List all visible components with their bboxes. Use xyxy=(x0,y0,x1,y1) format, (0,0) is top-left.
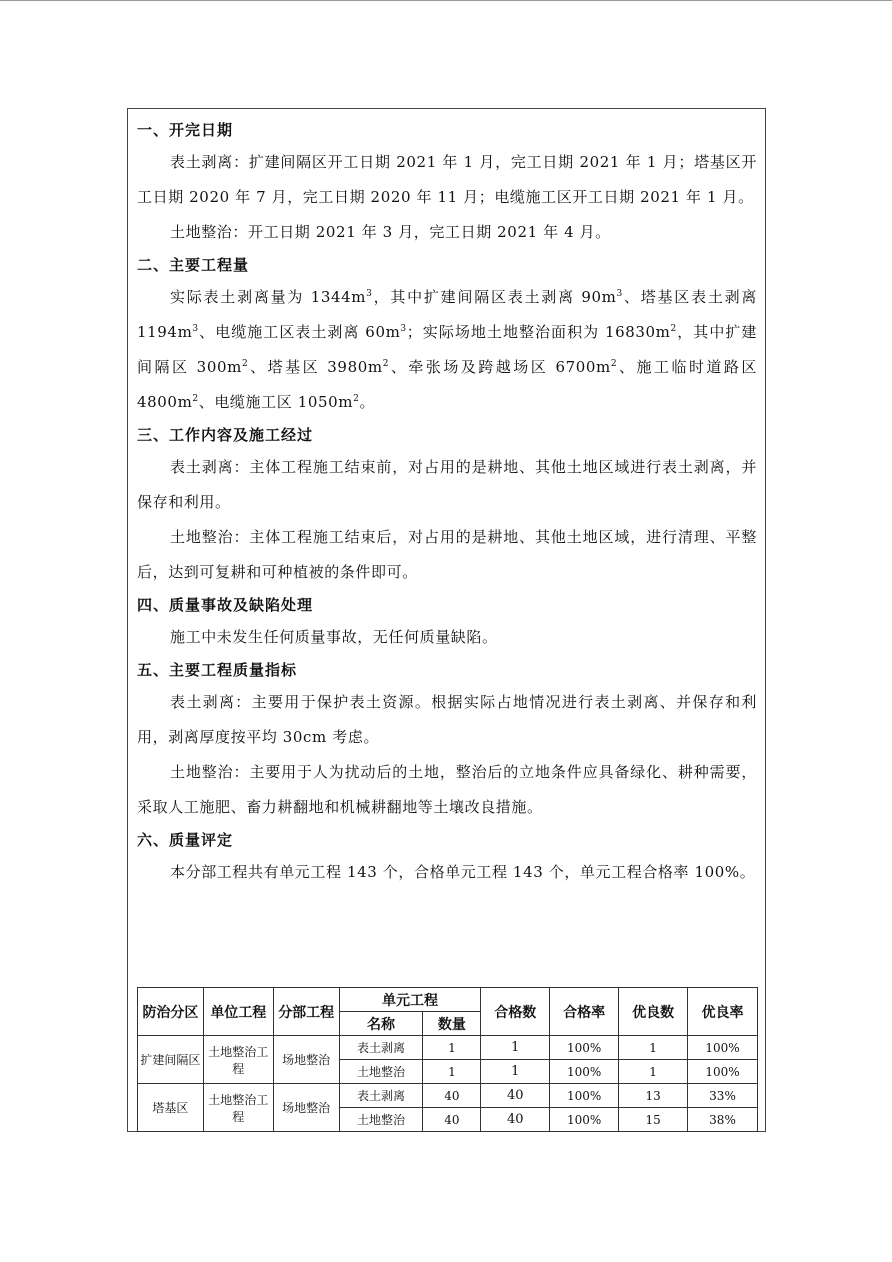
cell-excellent-rate: 100% xyxy=(688,1036,758,1060)
paragraph-dates-stripping: 表土剥离：扩建间隔区开工日期 2021 年 1 月，完工日期 2021 年 1 月；塔基区开工日期 2020 年 7 月，完工日期 2020 年 11 月；电缆施工区开工日期 2021 年 1 月。 xyxy=(137,153,757,206)
header-division: 分部工程 xyxy=(273,988,339,1036)
cell-excellent: 15 xyxy=(619,1108,688,1132)
header-excellent-rate: 优良率 xyxy=(688,988,758,1036)
section-heading-3: 三、工作内容及施工经过 xyxy=(137,426,314,444)
paragraph-index-land: 土地整治：主要用于人为扰动后的土地，整治后的立地条件应具备绿化、耕种需要，采取人工施肥、畜力耕翻地和机械耕翻地等土壤改良措施。 xyxy=(137,763,757,816)
cell-count: 1 xyxy=(423,1036,481,1060)
document-frame xyxy=(127,108,766,1132)
paragraph-dates-land: 土地整治：开工日期 2021 年 3 月，完工日期 2021 年 4 月。 xyxy=(170,223,611,241)
cell-count: 40 xyxy=(423,1108,481,1132)
header-unit: 单位工程 xyxy=(203,988,273,1036)
cell-zone: 扩建间隔区 xyxy=(138,1036,204,1084)
cell-qualified: 1 xyxy=(481,1060,550,1084)
cell-rate: 100% xyxy=(550,1036,619,1060)
table-row xyxy=(138,1084,758,1108)
header-element: 单元工程 xyxy=(339,988,481,1012)
header-count: 数量 xyxy=(423,1012,481,1036)
cell-qualified: 40 xyxy=(481,1084,550,1108)
cell-excellent: 1 xyxy=(619,1036,688,1060)
table-header-row xyxy=(138,988,758,1012)
cell-name: 土地整治 xyxy=(339,1108,423,1132)
paragraph-work-land: 土地整治：主体工程施工结束后，对占用的是耕地、其他土地区域，进行清理、平整后，达到可复耕和可种植被的条件即可。 xyxy=(137,528,757,581)
cell-excellent-rate: 33% xyxy=(688,1084,758,1108)
cell-rate: 100% xyxy=(550,1060,619,1084)
header-rate: 合格率 xyxy=(550,988,619,1036)
cell-division: 场地整治 xyxy=(273,1084,339,1132)
document-body xyxy=(137,115,757,890)
paragraph-quantities: 实际表土剥离量为 $1344m^3$，其中扩建间隔区表土剥离 $90m^3$、塔基区表土剥离 $1194m^3$、电缆施工区表土剥离 $60m^3$；实际场地土地整治面积为 $16830m^2$，其中扩建间隔区 $300m^2$、塔基区 $3980m^2$、牵张场及跨越场区 $6700m^2$、施工临时道路区 $4800m^2$、电缆施工区 $1050m^2$。 xyxy=(137,288,757,411)
quality-table xyxy=(137,987,758,1132)
cell-qualified: 1 xyxy=(481,1036,550,1060)
cell-excellent-rate: 100% xyxy=(688,1060,758,1084)
cell-name: 表土剥离 xyxy=(339,1036,423,1060)
cell-count: 1 xyxy=(423,1060,481,1084)
section-heading-2: 二、主要工程量 xyxy=(137,256,250,274)
table-row xyxy=(138,1036,758,1060)
section-heading-6: 六、质量评定 xyxy=(137,831,234,849)
paragraph-work-stripping: 表土剥离：主体工程施工结束前，对占用的是耕地、其他土地区域进行表土剥离，并保存和利用。 xyxy=(137,458,757,511)
header-name: 名称 xyxy=(339,1012,423,1036)
cell-rate: 100% xyxy=(550,1084,619,1108)
cell-count: 40 xyxy=(423,1084,481,1108)
cell-name: 土地整治 xyxy=(339,1060,423,1084)
header-qualified: 合格数 xyxy=(481,988,550,1036)
header-zone: 防治分区 xyxy=(138,988,204,1036)
paragraph-index-stripping: 表土剥离：主要用于保护表土资源。根据实际占地情况进行表土剥离、并保存和利用，剥离厚度按平均 30cm 考虑。 xyxy=(137,693,757,746)
header-excellent: 优良数 xyxy=(619,988,688,1036)
cell-zone: 塔基区 xyxy=(138,1084,204,1132)
paragraph-evaluation: 本分部工程共有单元工程 143 个，合格单元工程 143 个，单元工程合格率 100%。 xyxy=(170,863,756,881)
cell-excellent: 1 xyxy=(619,1060,688,1084)
cell-qualified: 40 xyxy=(481,1108,550,1132)
cell-excellent-rate: 38% xyxy=(688,1108,758,1132)
page-top-border xyxy=(0,0,892,1)
section-heading-5: 五、主要工程质量指标 xyxy=(137,661,298,679)
section-heading-4: 四、质量事故及缺陷处理 xyxy=(137,596,314,614)
paragraph-defects: 施工中未发生任何质量事故，无任何质量缺陷。 xyxy=(170,628,498,646)
cell-unit: 土地整治工程 xyxy=(203,1084,273,1132)
cell-unit: 土地整治工程 xyxy=(203,1036,273,1084)
section-heading-1: 一、开完日期 xyxy=(137,121,234,139)
cell-rate: 100% xyxy=(550,1108,619,1132)
cell-excellent: 13 xyxy=(619,1084,688,1108)
cell-name: 表土剥离 xyxy=(339,1084,423,1108)
cell-division: 场地整治 xyxy=(273,1036,339,1084)
